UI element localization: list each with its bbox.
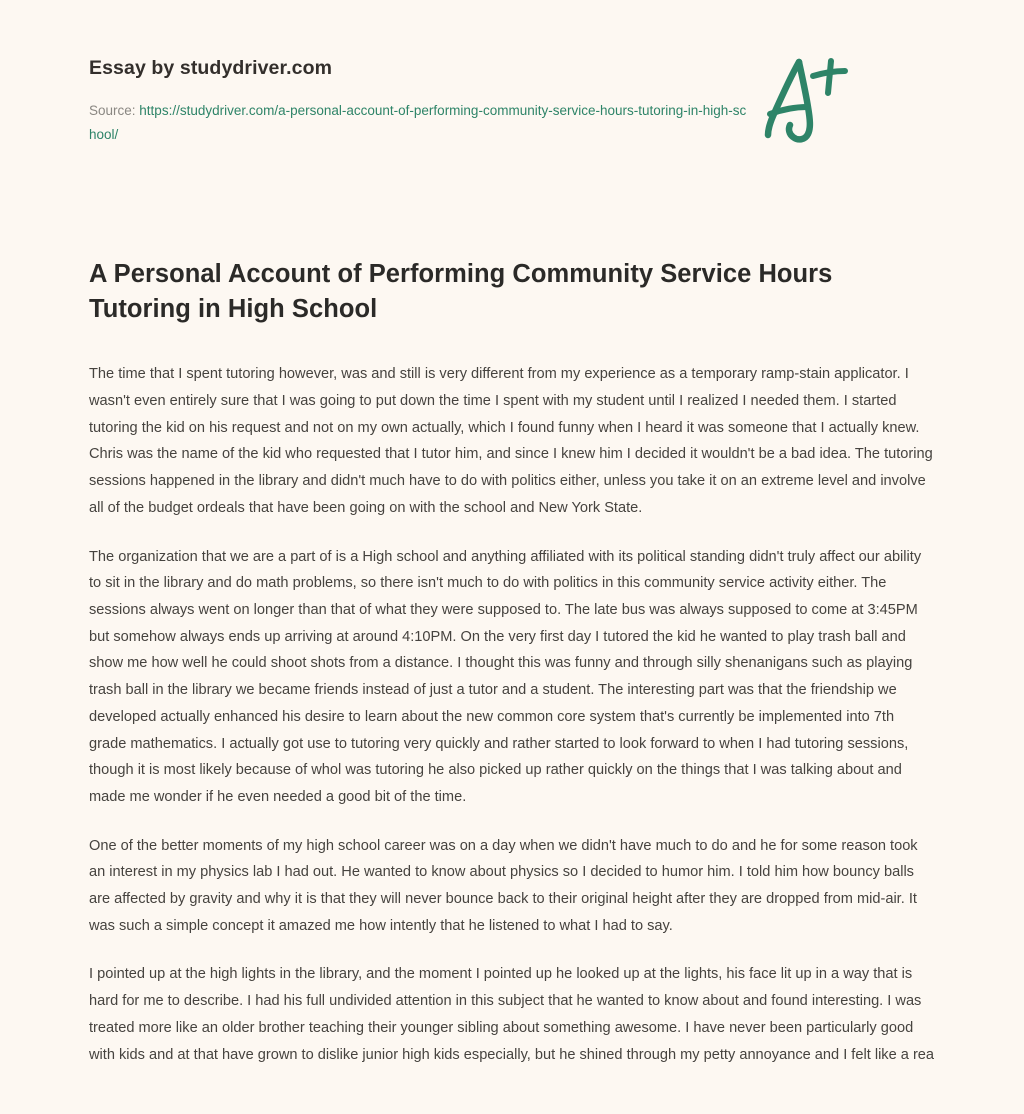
brand-title: Essay by studydriver.com [89, 57, 333, 79]
article-content [89, 150, 935, 1068]
studydriver-a-plus-logo-icon [755, 50, 851, 146]
article-paragraph: One of the better moments of my high school career was on a day when we didn't have much to do and he for some reason took an interest in my physics lab I had out. He wanted to know about physics so I decided to humor him. I told him how bouncy balls are affected by gravity and why it is that they will never bounce back to their original height after they are dropped from mid-air. It was such a simple concept it amazed me how intently that he listened to what I had to say. [89, 837, 918, 934]
article-paragraph: The time that I spent tutoring however, was and still is very different from my experience as a temporary ramp-stain applicator. I wasn't even entirely sure that I was going to put down the time I spent with my student until I realized I needed them. I started tutoring the kid on his request and not on my own actually, which I found funny when I heard it was someone that I actually knew. Chris was the name of the kid who requested that I tutor him, and since I knew him I decided it wouldn't be a bad idea. The tutoring sessions happened in the library and didn't much have to do with politics either, unless you take it on an extreme level and involve all of the budget ordeals that have been going on with the school and New York State. [89, 366, 933, 516]
document-header [89, 0, 935, 150]
page-title: A Personal Account of Performing Community Service Hours Tutoring in High School [89, 260, 833, 324]
article-body [89, 361, 935, 1068]
a-plus-logo-icon [755, 50, 851, 146]
article-paragraph: The organization that we are a part of is a High school and anything affiliated with its political standing didn't truly affect our ability to sit in the library and do math problems, so there isn't much to do with politics in this community service activity either. The sessions always went on longer than that of what they were supposed to. The late bus was always supposed to come at 3:45PM but somehow always ends up arriving at around 4:10PM. On the very first day I tutored the kid he wanted to play trash ball and show me how well he could shoot shots from a distance. I thought this was funny and through silly shenanigans such as playing trash ball in the library we became friends instead of just a tutor and a student. The interesting part was that the friendship we developed actually enhanced his desire to learn about the new common core system that's currently be implemented into 7th grade mathematics. I actually got use to tutoring very quickly and rather started to look forward to when I had tutoring sessions, though it is most likely because of whol was tutoring he also picked up rather quickly on the things that I was talking about and made me wonder if he even needed a good bit of the time. [89, 548, 922, 805]
source-url-link[interactable]: https://studydriver.com/a-personal-account-of-performing-community-service-hours-tutoring-in-high-school/ [89, 103, 747, 142]
source-label: Source: [89, 103, 136, 119]
source-line [89, 99, 749, 145]
article-paragraph: I pointed up at the high lights in the library, and the moment I pointed up he looked up at the lights, his face lit up in a way that is hard for me to describe. I had his full undivided attention in this subject that he wanted to know about and found interesting. I was treated more like an older brother teaching their younger sibling about something awesome. I have never been particularly good with kids and at that have grown to dislike junior high kids especially, but he shined through my petty annoyance and I felt like a rea [89, 966, 935, 1063]
